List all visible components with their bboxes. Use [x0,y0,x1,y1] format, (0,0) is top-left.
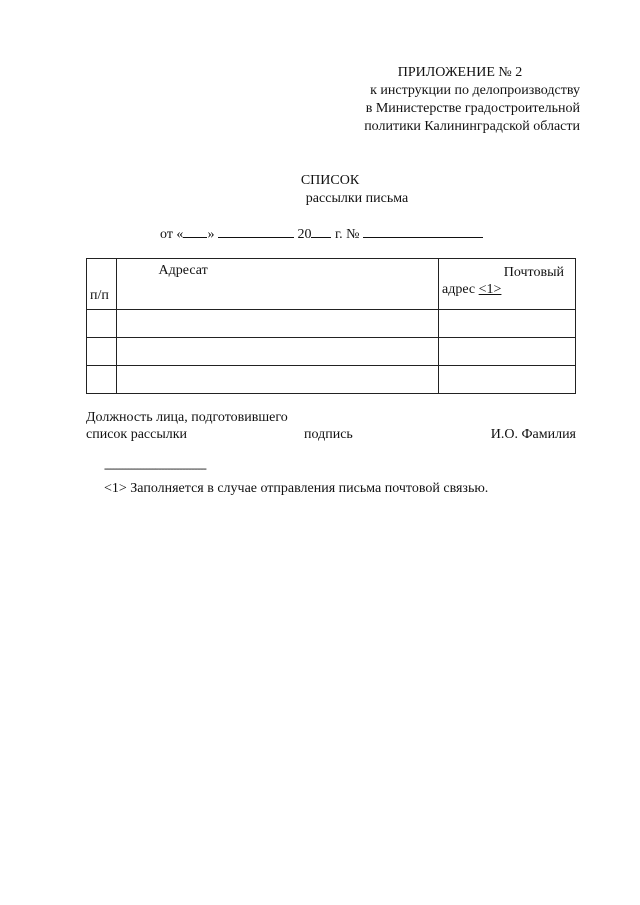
footnote-separator: ---------------------------------- [104,461,206,475]
footnote-ref-link[interactable]: <1> [478,281,502,297]
annex-title: ПРИЛОЖЕНИЕ № 2 [397,65,523,80]
signature-label: подпись [304,427,353,442]
table-header-row [87,259,576,310]
document-title [0,172,640,208]
cell-number [87,366,117,394]
header-postal-address: Почтовый адрес <1> [439,259,576,310]
cell-addressee [116,310,438,338]
cell-addressee [116,366,438,394]
date-from-label: от « [160,227,184,242]
table-row [87,366,576,394]
day-blank [183,225,207,238]
cell-number [87,310,117,338]
table-row [87,310,576,338]
footnote-text: <1> Заполняется в случае отправления письма почтовой связью. [104,481,489,496]
position-line-1: Должность лица, подготовившего [86,410,288,425]
title-main: СПИСОК [300,173,360,188]
cell-postal [439,310,576,338]
position-line-2: список рассылки [86,427,188,442]
title-sub: рассылки письма [305,191,409,206]
year-prefix: 20 [297,227,312,242]
cell-addressee [116,338,438,366]
annex-line-1: к инструкции по делопроизводству [370,83,580,98]
mailing-table [86,258,576,394]
annex-header [300,64,580,136]
table-row [87,338,576,366]
number-label: г. № [334,227,360,242]
annex-line-2: в Министерстве градостроительной [365,101,580,116]
signature-line [86,426,576,443]
annex-line-3: политики Калининградской области [364,119,580,134]
cell-postal [439,338,576,366]
name-label: И.О. Фамилия [490,427,576,442]
header-addressee: Адресат [116,259,438,310]
signature-block [86,409,576,443]
header-number: п/п [87,259,117,310]
month-blank [218,225,294,238]
number-blank [363,225,483,238]
cell-postal [439,366,576,394]
cell-number [87,338,117,366]
year-blank [311,225,331,238]
date-number-line [160,225,520,244]
date-close-quote: » [207,227,215,242]
